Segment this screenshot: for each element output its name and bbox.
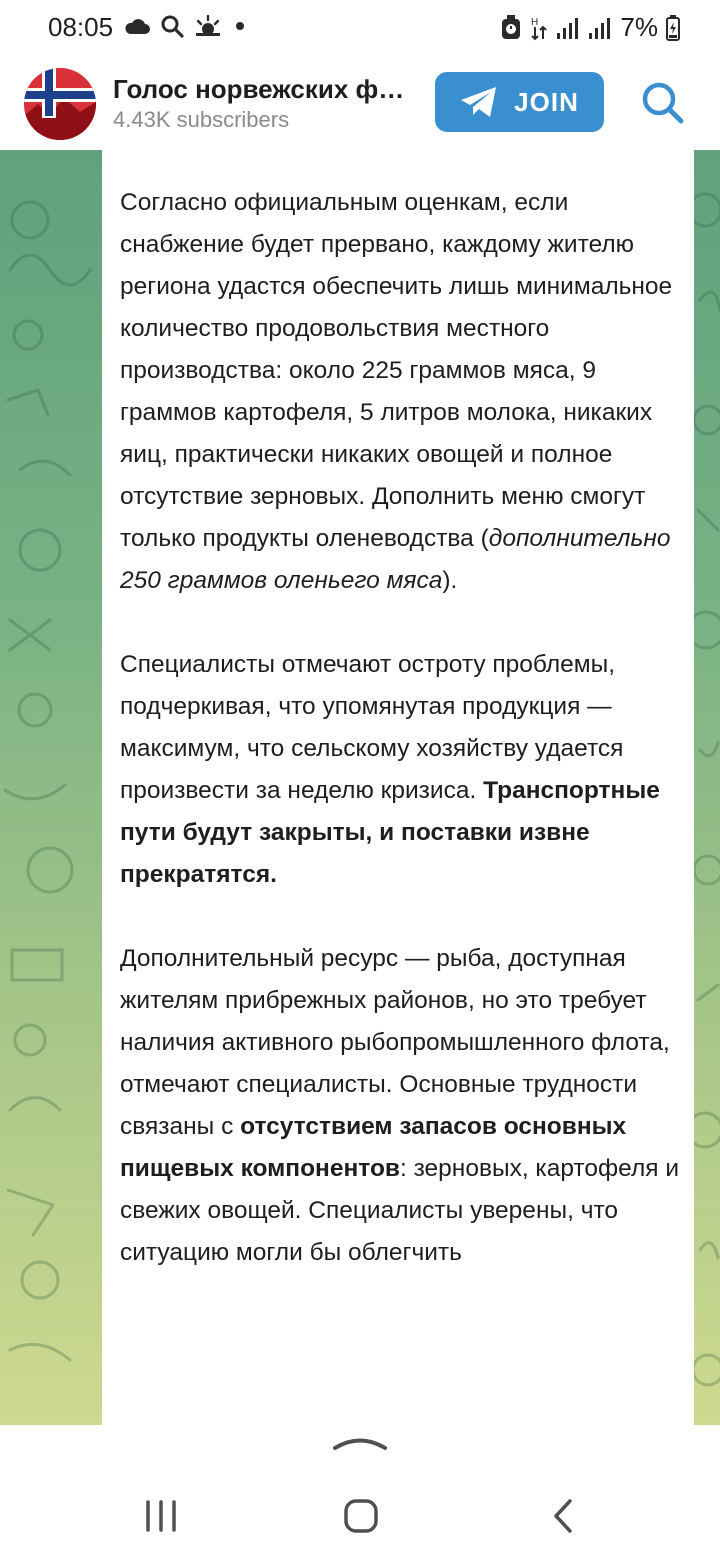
message-paragraph: Специалисты отмечают остроту проблемы, подчеркивая, что упомянутая продукция — максимум, что сельскому хозяйству удается произвести за неделю кризиса. Транспортные пути будут закрыты, и поставки извне прекратятся. xyxy=(120,651,660,888)
channel-title[interactable]: Голос норвежских ф… xyxy=(113,74,405,104)
search-icon[interactable] xyxy=(640,80,686,126)
chevron-up-icon[interactable] xyxy=(333,1435,387,1451)
weather-icon xyxy=(194,14,222,38)
dot-icon xyxy=(232,18,248,34)
bottom-area xyxy=(0,1425,720,1560)
recent-apps-icon[interactable] xyxy=(145,1500,177,1532)
battery-percent: 7% xyxy=(620,12,658,42)
chat-background xyxy=(0,150,720,1425)
signal-icon xyxy=(556,16,580,40)
norway-flag-icon xyxy=(24,68,96,140)
search-icon xyxy=(160,14,184,38)
back-icon[interactable] xyxy=(552,1499,574,1533)
join-label: JOIN xyxy=(514,86,579,117)
signal-icon xyxy=(588,16,612,40)
system-icons xyxy=(500,12,680,43)
alarm-icon xyxy=(500,15,522,41)
data-arrows-icon xyxy=(530,15,548,41)
battery-icon xyxy=(666,15,680,41)
notification-icons xyxy=(124,14,248,38)
svg-text:H: H xyxy=(531,16,539,28)
cloud-icon xyxy=(124,17,150,35)
message-paragraph: Согласно официальным оценкам, если снабжение будет прервано, каждому жителю региона удастся обеспечить лишь минимальное количество продовольствия местного производства: около 225 граммов мяса, 9 граммов картофеля, 5 литров молока, никаких яиц, практически никаких овощей и полное отсутствие зерновых. Дополнить меню смогут только продукты оленеводства (дополнительно 250 граммов оленьего мяса). xyxy=(120,189,673,594)
status-bar xyxy=(0,0,720,56)
channel-avatar[interactable] xyxy=(24,68,96,140)
message-bubble[interactable] xyxy=(102,150,694,1425)
telegram-plane-icon xyxy=(460,86,498,118)
join-button[interactable] xyxy=(435,72,604,132)
channel-header xyxy=(0,56,720,151)
subscriber-count: 4.43K subscribers xyxy=(113,107,290,132)
message-paragraph: Дополнительный ресурс — рыба, доступная жителям прибрежных районов, но это требует наличия активного рыбопромышленного флота, отмечают специалисты. Основные трудности связаны с отсутствием запасов основных пищевых компонентов: зерновых, картофеля и свежих овощей. Специалисты уверены, что ситуацию могли бы облегчить xyxy=(120,945,680,1266)
home-icon[interactable] xyxy=(344,1499,378,1533)
status-time: 08:05 xyxy=(48,12,114,42)
message-text xyxy=(120,182,682,1274)
